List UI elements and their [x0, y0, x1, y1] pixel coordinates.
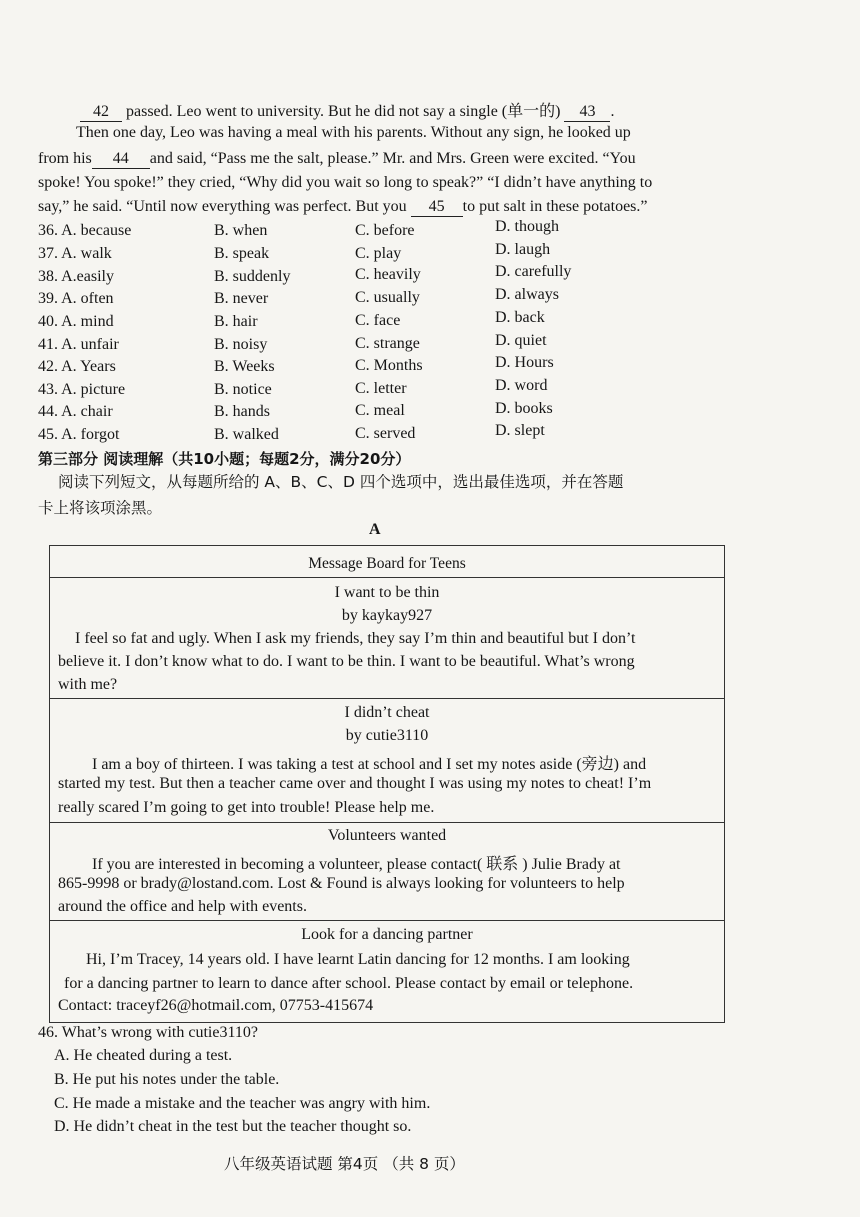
option-c: C. usually [355, 289, 420, 306]
post-text: really scared I’m going to get into trouble! Please help me. [58, 799, 435, 816]
passage-text: to put salt in these potatoes.” [462, 198, 648, 215]
option-d: D. though [495, 218, 559, 235]
option-c: C. before [355, 222, 415, 239]
passage-text: from his [38, 150, 92, 167]
post-text: Contact: traceyf26@hotmail.com, 07753-415674 [58, 997, 374, 1014]
option-a: 41. A. unfair [38, 336, 119, 353]
answer-option-c: C. He made a mistake and the teacher was angry with him. [54, 1095, 431, 1112]
answer-option-d: D. He didn’t cheat in the test but the teacher thought so. [54, 1118, 412, 1135]
option-b: B. never [214, 290, 269, 307]
option-d: D. carefully [495, 263, 572, 280]
passage-label: A [369, 521, 381, 538]
post-text: started my test. But then a teacher came over and thought I was using my notes to cheat! I’m [58, 775, 652, 792]
option-c: C. meal [355, 402, 405, 419]
blank-44: 44 [92, 150, 150, 169]
option-d: D. always [495, 286, 559, 303]
post-text: for a dancing partner to learn to dance after school. Please contact by email or telephone. [64, 975, 634, 992]
option-a: 45. A. forgot [38, 426, 120, 443]
section-instruction-2: 卡上将该项涂黑。 [38, 499, 163, 517]
passage-line-4: spoke! You spoke!” they cried, “Why did you wait so long to speak?” “I didn’t have anything to [38, 174, 653, 191]
blank-43: 43 [564, 103, 610, 122]
option-d: D. slept [495, 422, 545, 439]
option-b: B. speak [214, 245, 270, 262]
option-a: 39. A. often [38, 290, 114, 307]
post-text: around the office and help with events. [58, 898, 307, 915]
option-b: B. when [214, 222, 268, 239]
option-b: B. noisy [214, 336, 268, 353]
option-c: C. play [355, 245, 402, 262]
passage-text: say,” he said. “Until now everything was perfect. But you [38, 198, 407, 215]
option-c: C. heavily [355, 266, 421, 283]
divider [50, 920, 724, 921]
answer-option-a: A. He cheated during a test. [54, 1047, 233, 1064]
option-a: 36. A. because [38, 222, 132, 239]
passage-line-1 [80, 98, 614, 122]
divider [50, 698, 724, 699]
post-text: with me? [58, 676, 118, 693]
passage-line-2: Then one day, Leo was having a meal with his parents. Without any sign, he looked up [76, 124, 631, 141]
option-b: B. hands [214, 403, 270, 420]
option-b: B. walked [214, 426, 279, 443]
option-c: C. face [355, 312, 401, 329]
option-c: C. letter [355, 380, 407, 397]
post-title: I didn’t cheat [344, 704, 430, 721]
board-title: Message Board for Teens [308, 555, 466, 572]
option-c: C. Months [355, 357, 423, 374]
option-d: D. word [495, 377, 548, 394]
post-text: If you are interested in becoming a volunteer, please contact( 联系 ) Julie Brady at [92, 856, 621, 873]
section-heading: 第三部分 阅读理解（共10小题；每题2分，满分20分） [38, 450, 411, 468]
post-author: by cutie3110 [345, 727, 429, 744]
message-board [49, 545, 725, 1023]
option-c: C. strange [355, 335, 420, 352]
option-d: D. books [495, 400, 553, 417]
post-title: I want to be thin [334, 584, 440, 601]
option-d: D. quiet [495, 332, 547, 349]
option-b: B. suddenly [214, 268, 291, 285]
passage-text: and said, “Pass me the salt, please.” Mr. and Mrs. Green were excited. “You [149, 150, 636, 167]
post-author: by kaykay927 [341, 607, 433, 624]
option-a: 40. A. mind [38, 313, 114, 330]
option-a: 44. A. chair [38, 403, 113, 420]
option-d: D. back [495, 309, 545, 326]
option-a: 38. A.easily [38, 268, 114, 285]
post-text: I feel so fat and ugly. When I ask my friends, they say I’m thin and beautiful but I don’t [75, 630, 636, 647]
answer-option-b: B. He put his notes under the table. [54, 1071, 280, 1088]
question-stem: 46. What’s wrong with cutie3110? [38, 1024, 258, 1041]
post-text: believe it. I don’t know what to do. I want to be thin. I want to be beautiful. What’s wrong [58, 653, 635, 670]
option-d: D. laugh [495, 241, 551, 258]
post-text: 865-9998 or brady@lostand.com. Lost & Found is always looking for volunteers to help [58, 875, 625, 892]
option-a: 37. A. walk [38, 245, 112, 262]
post-title: Look for a dancing partner [301, 926, 473, 943]
passage-line-5 [38, 198, 648, 217]
post-text: Hi, I’m Tracey, 14 years old. I have learnt Latin dancing for 12 months. I am looking [86, 951, 630, 968]
passage-text-end: . [610, 103, 615, 120]
option-c: C. served [355, 425, 416, 442]
option-b: B. notice [214, 381, 272, 398]
option-a: 42. A. Years [38, 358, 116, 375]
post-title: Volunteers wanted [327, 827, 447, 844]
option-b: B. Weeks [214, 358, 275, 375]
blank-45: 45 [411, 198, 463, 217]
post-text: I am a boy of thirteen. I was taking a test at school and I set my notes aside (旁边) and [92, 756, 647, 773]
section-instruction-1: 阅读下列短文，从每题所给的 A、B、C、D 四个选项中，选出最佳选项，并在答题 [58, 473, 624, 491]
passage-text: passed. Leo went to university. But he did not say a single (单一的) [126, 103, 561, 120]
option-d: D. Hours [495, 354, 554, 371]
passage-line-3 [38, 150, 636, 169]
option-a: 43. A. picture [38, 381, 126, 398]
divider [50, 822, 724, 823]
option-b: B. hair [214, 313, 258, 330]
divider [50, 577, 724, 578]
blank-42: 42 [80, 103, 122, 122]
page-footer: 八年级英语试题 第4页 （共 8 页） [224, 1155, 465, 1173]
